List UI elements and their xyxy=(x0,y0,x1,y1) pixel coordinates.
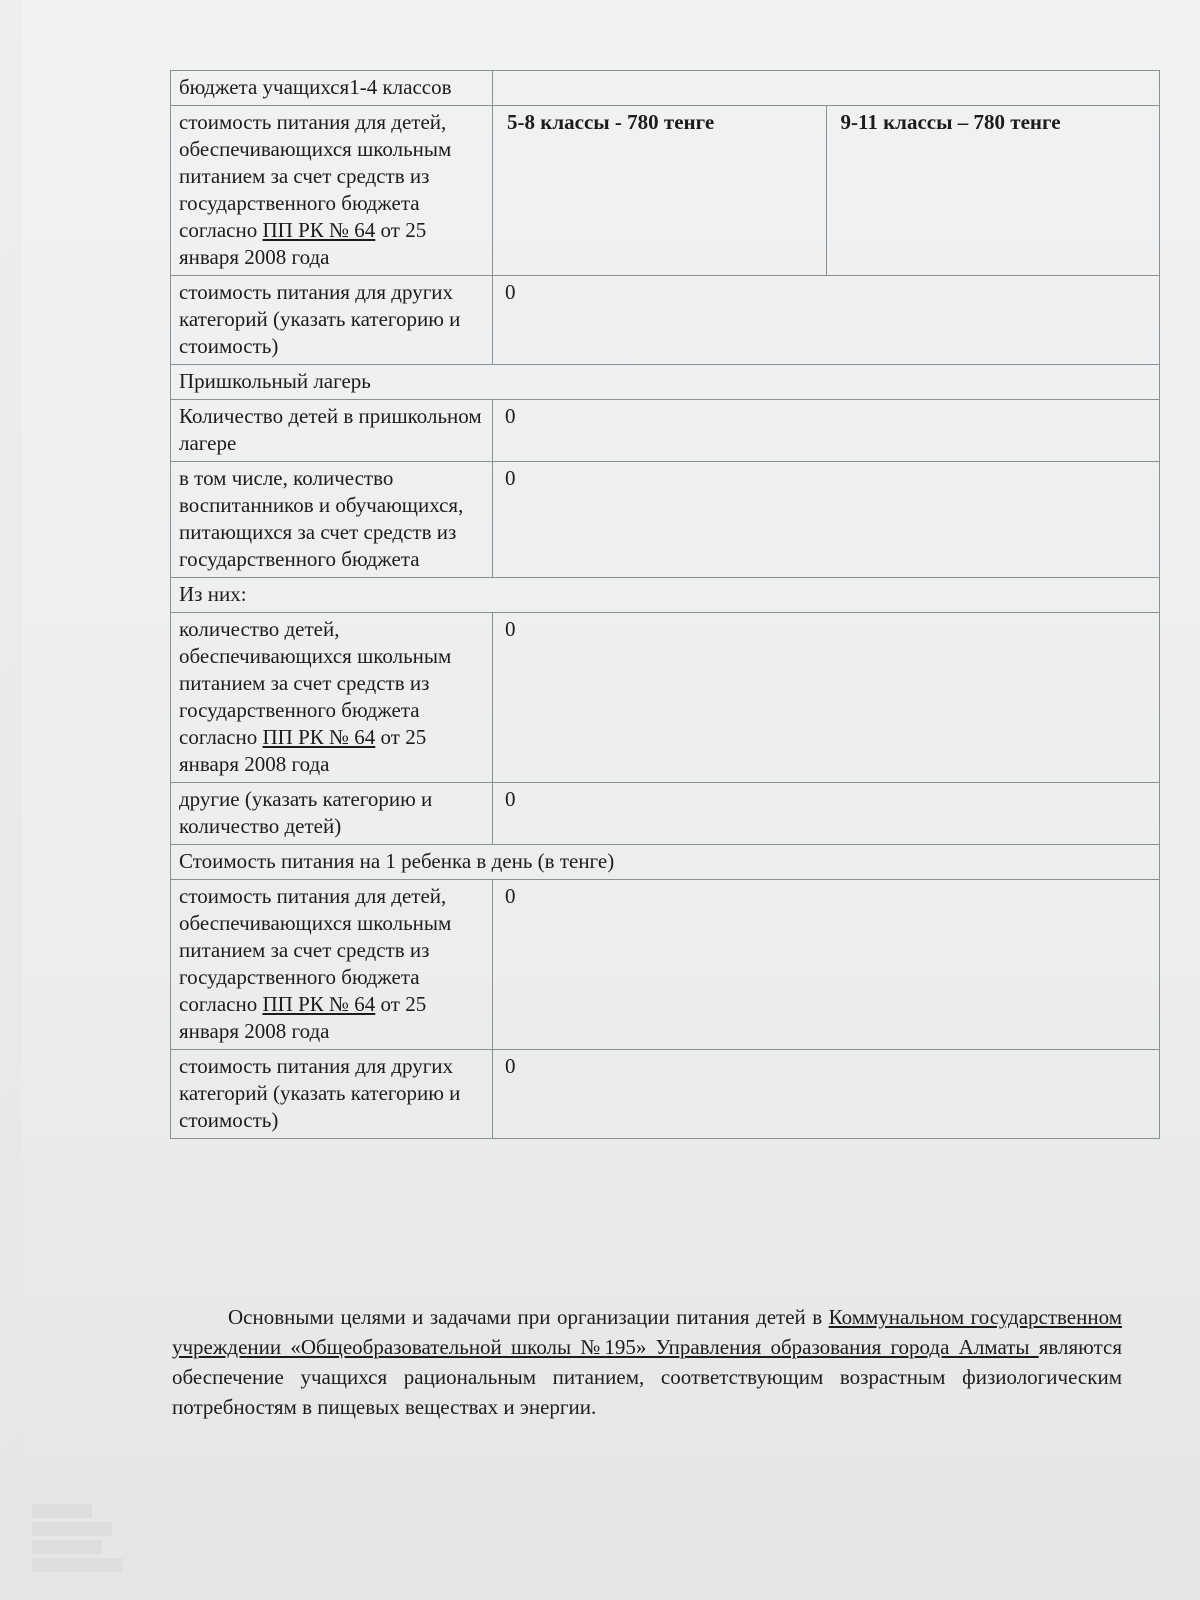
label-text: стоимость питания для детей, обеспечивающихся школьным питанием за счет средств из государственного бюджета согласно xyxy=(179,884,452,1016)
table-row xyxy=(171,106,1160,276)
row-label: в том числе, количество воспитанников и обучающихся, питающихся за счет средств из государственного бюджета xyxy=(171,462,493,578)
section-header: Стоимость питания на 1 ребенка в день (в тенге) xyxy=(171,845,1160,880)
table-row xyxy=(171,1050,1160,1139)
table-row xyxy=(171,845,1160,880)
table-row xyxy=(171,276,1160,365)
label-text: стоимость питания для детей, обеспечивающихся школьным питанием за счет средств из государственного бюджета согласно xyxy=(179,110,452,242)
section-header: Из них: xyxy=(171,578,1160,613)
paragraph-text: являются обеспечение учащихся рациональным питанием, соответствующим возрастным физиологическим потребностям в пищевых веществах и энергии. xyxy=(172,1335,1122,1419)
label-text: от 25 января 2008 года xyxy=(179,992,427,1043)
decree-reference: ПП РК № 64 xyxy=(262,992,376,1016)
label-text: от 25 января 2008 года xyxy=(179,218,427,269)
table-row xyxy=(171,613,1160,783)
decree-reference: ПП РК № 64 xyxy=(262,218,376,242)
row-value: 0 xyxy=(493,400,1160,462)
row-label: стоимость питания для других категорий (указать категорию и стоимость) xyxy=(171,1050,493,1139)
table-row xyxy=(171,400,1160,462)
row-value: 0 xyxy=(493,462,1160,578)
nutrition-table xyxy=(170,70,1160,1139)
grade-9-11-price: 9-11 классы – 780 тенге xyxy=(826,106,1160,276)
decree-reference: ПП РК № 64 xyxy=(262,725,376,749)
row-label xyxy=(171,106,493,276)
grade-5-8-price: 5-8 классы - 780 тенге xyxy=(493,106,827,276)
table-row xyxy=(171,365,1160,400)
row-label: другие (указать категорию и количество детей) xyxy=(171,783,493,845)
row-value: 0 xyxy=(493,1050,1160,1139)
row-value: 0 xyxy=(493,276,1160,365)
paragraph-text: Основными целями и задачами при организации питания детей в xyxy=(228,1305,829,1329)
row-label: бюджета учащихся1-4 классов xyxy=(171,71,493,106)
table-row xyxy=(171,783,1160,845)
row-label xyxy=(171,613,493,783)
table-row xyxy=(171,880,1160,1050)
row-label: Количество детей в пришкольном лагере xyxy=(171,400,493,462)
row-value xyxy=(493,71,1160,106)
table-row xyxy=(171,71,1160,106)
table-row xyxy=(171,578,1160,613)
bleed-through-marks xyxy=(22,1500,142,1600)
table-row xyxy=(171,462,1160,578)
row-label xyxy=(171,880,493,1050)
label-text: количество детей, обеспечивающихся школьным питанием за счет средств из государственного бюджета согласно xyxy=(179,617,452,749)
section-header: Пришкольный лагерь xyxy=(171,365,1160,400)
label-text: от 25 января 2008 года xyxy=(179,725,427,776)
goals-paragraph xyxy=(172,1302,1122,1422)
row-label: стоимость питания для других категорий (указать категорию и стоимость) xyxy=(171,276,493,365)
row-value: 0 xyxy=(493,880,1160,1050)
row-value: 0 xyxy=(493,613,1160,783)
organization-name: Коммунальном государственном учреждении «Общеобразовательной школы №195» Управления образования города Алматы xyxy=(172,1305,1122,1359)
row-value: 0 xyxy=(493,783,1160,845)
